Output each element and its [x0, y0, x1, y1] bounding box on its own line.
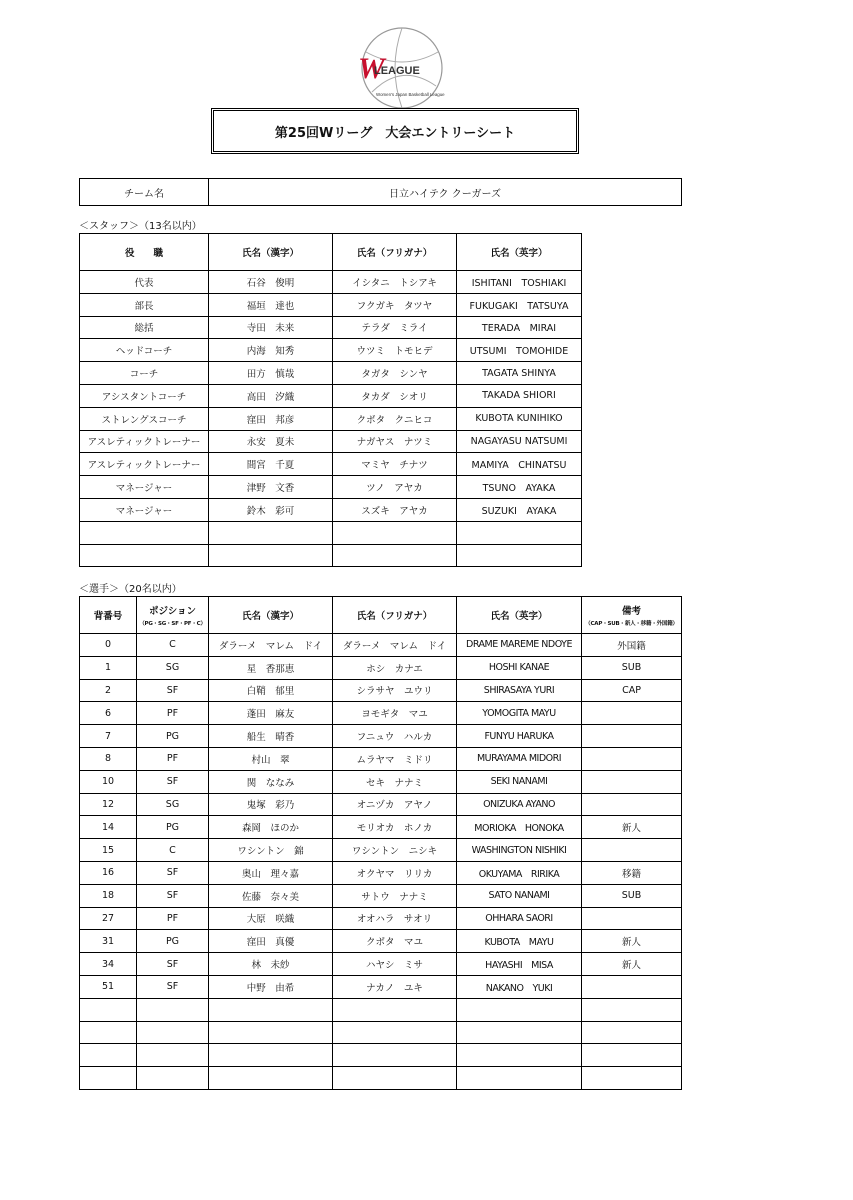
player-row	[80, 747, 682, 770]
player-cell-note	[582, 770, 682, 793]
staff-row	[80, 362, 582, 385]
player-cell-kana: セキ ナナミ	[333, 770, 457, 793]
player-header-number: 背番号	[80, 597, 137, 634]
staff-cell-kana: ウツミ トモヒデ	[333, 339, 457, 362]
staff-row	[80, 521, 582, 544]
player-cell-number: 6	[80, 702, 137, 725]
player-row	[80, 702, 682, 725]
staff-cell-role: 部長	[80, 293, 209, 316]
staff-cell-kana: スズキ アヤカ	[333, 498, 457, 521]
staff-cell-roman: TERADA MIRAI	[457, 316, 582, 339]
player-table	[79, 596, 682, 1090]
player-cell-kana	[333, 1067, 457, 1090]
staff-cell-kanji: 鈴木 彩可	[209, 498, 333, 521]
player-cell-kanji	[209, 1021, 333, 1044]
staff-row	[80, 544, 582, 567]
player-cell-kanji: 蓬田 麻友	[209, 702, 333, 725]
player-cell-note: 移籍	[582, 861, 682, 884]
staff-cell-role: マネージャー	[80, 476, 209, 499]
player-cell-kana: オクヤマ リリカ	[333, 861, 457, 884]
staff-table	[79, 233, 582, 567]
staff-cell-kanji: 寺田 未来	[209, 316, 333, 339]
player-header-roman: 氏名（英字）	[457, 597, 582, 634]
player-cell-note: 新人	[582, 816, 682, 839]
staff-row	[80, 339, 582, 362]
player-cell-roman: HOSHI KANAE	[457, 656, 582, 679]
staff-cell-role: アスレティックトレーナー	[80, 453, 209, 476]
player-cell-position: PG	[137, 725, 209, 748]
staff-row	[80, 384, 582, 407]
player-cell-kanji: ダラーメ マレム ドイ	[209, 634, 333, 657]
player-cell-roman: FUNYU HARUKA	[457, 725, 582, 748]
staff-cell-role: 総括	[80, 316, 209, 339]
player-cell-roman: ONIZUKA AYANO	[457, 793, 582, 816]
staff-cell-kana	[333, 521, 457, 544]
staff-cell-roman: TAKADA SHIORI	[457, 384, 582, 407]
player-cell-kana: ダラーメ マレム ドイ	[333, 634, 457, 657]
player-cell-number: 51	[80, 975, 137, 998]
player-cell-number: 34	[80, 953, 137, 976]
wleague-logo	[352, 22, 448, 118]
player-cell-kanji: 中野 由希	[209, 975, 333, 998]
player-row	[80, 679, 682, 702]
staff-header-row	[80, 234, 582, 271]
player-cell-roman	[457, 1021, 582, 1044]
staff-header-roman: 氏名（英字）	[457, 234, 582, 271]
player-cell-note: 新人	[582, 930, 682, 953]
logo-wordmark: LEAGUE	[374, 65, 420, 77]
player-cell-number: 7	[80, 725, 137, 748]
staff-row	[80, 271, 582, 294]
staff-cell-kanji	[209, 544, 333, 567]
player-cell-kanji: 奥山 理々嘉	[209, 861, 333, 884]
player-cell-kanji	[209, 1067, 333, 1090]
player-cell-roman	[457, 998, 582, 1021]
staff-cell-roman	[457, 544, 582, 567]
player-cell-roman: OKUYAMA RIRIKA	[457, 861, 582, 884]
player-cell-number	[80, 1021, 137, 1044]
staff-cell-kanji: 高田 汐織	[209, 384, 333, 407]
player-row	[80, 998, 682, 1021]
player-cell-position: SF	[137, 770, 209, 793]
staff-cell-kanji: 福垣 達也	[209, 293, 333, 316]
player-cell-number: 18	[80, 884, 137, 907]
staff-cell-role: アシスタントコーチ	[80, 384, 209, 407]
player-cell-position: SG	[137, 656, 209, 679]
player-cell-note	[582, 1044, 682, 1067]
player-cell-kana	[333, 1044, 457, 1067]
player-header-note-label: 備考	[621, 606, 641, 617]
staff-cell-kana: イシタニ トシアキ	[333, 271, 457, 294]
player-row	[80, 953, 682, 976]
player-row	[80, 816, 682, 839]
player-row	[80, 634, 682, 657]
staff-cell-kanji	[209, 521, 333, 544]
player-header-kana: 氏名（フリガナ）	[333, 597, 457, 634]
player-row	[80, 1021, 682, 1044]
player-row	[80, 930, 682, 953]
player-cell-position: SF	[137, 953, 209, 976]
staff-cell-kana	[333, 544, 457, 567]
player-cell-kanji: 白鞘 郁里	[209, 679, 333, 702]
team-table	[79, 178, 682, 206]
staff-cell-kanji: 間宮 千夏	[209, 453, 333, 476]
staff-cell-roman: ISHITANI TOSHIAKI	[457, 271, 582, 294]
staff-cell-kanji: 石谷 俊明	[209, 271, 333, 294]
player-cell-kana: オオハラ サオリ	[333, 907, 457, 930]
player-cell-kanji: 星 香那恵	[209, 656, 333, 679]
staff-cell-kanji: 窪田 邦彦	[209, 407, 333, 430]
player-cell-kanji	[209, 998, 333, 1021]
player-cell-position: SF	[137, 975, 209, 998]
player-cell-roman: SHIRASAYA YURI	[457, 679, 582, 702]
player-cell-note	[582, 793, 682, 816]
staff-header-kana: 氏名（フリガナ）	[333, 234, 457, 271]
player-cell-number: 8	[80, 747, 137, 770]
player-cell-position: SF	[137, 884, 209, 907]
player-cell-position	[137, 1067, 209, 1090]
player-cell-kana: オニヅカ アヤノ	[333, 793, 457, 816]
player-cell-kanji: 船生 晴香	[209, 725, 333, 748]
player-header-note	[582, 597, 682, 634]
player-cell-number: 31	[80, 930, 137, 953]
player-header-row	[80, 597, 682, 634]
player-cell-position: SG	[137, 793, 209, 816]
logo-arc-text: Women's Japan Basketball League	[376, 92, 445, 97]
player-cell-note	[582, 998, 682, 1021]
player-cell-roman: NAKANO YUKI	[457, 975, 582, 998]
player-cell-number: 14	[80, 816, 137, 839]
player-cell-number: 2	[80, 679, 137, 702]
player-cell-note: 外国籍	[582, 634, 682, 657]
player-cell-kana: シラサヤ ユウリ	[333, 679, 457, 702]
staff-cell-role: コーチ	[80, 362, 209, 385]
player-cell-roman: YOMOGITA MAYU	[457, 702, 582, 725]
player-cell-number: 0	[80, 634, 137, 657]
player-cell-note	[582, 725, 682, 748]
staff-section-label: ＜スタッフ＞（13名以内）	[79, 221, 202, 232]
player-cell-number	[80, 1067, 137, 1090]
player-row	[80, 839, 682, 862]
player-cell-kana: ヨモギタ マユ	[333, 702, 457, 725]
player-cell-note: SUB	[582, 656, 682, 679]
player-cell-number: 15	[80, 839, 137, 862]
player-cell-roman: OHHARA SAORI	[457, 907, 582, 930]
player-cell-kanji: 鬼塚 彩乃	[209, 793, 333, 816]
logo-w-letter: W	[358, 52, 385, 85]
player-cell-position: SF	[137, 679, 209, 702]
staff-cell-roman: KUBOTA KUNIHIKO	[457, 407, 582, 430]
player-cell-kanji: 林 未紗	[209, 953, 333, 976]
staff-cell-kana: マミヤ チナツ	[333, 453, 457, 476]
team-value: 日立ハイテク クーガーズ	[209, 179, 682, 206]
player-cell-position: SF	[137, 861, 209, 884]
player-cell-kana: モリオカ ホノカ	[333, 816, 457, 839]
staff-cell-roman	[457, 521, 582, 544]
player-cell-roman: DRAME MAREME NDOYE	[457, 634, 582, 657]
team-label: チーム名	[80, 179, 209, 206]
player-cell-position: PF	[137, 702, 209, 725]
player-cell-kana: ワシントン ニシキ	[333, 839, 457, 862]
player-cell-number: 16	[80, 861, 137, 884]
player-cell-kanji: 大原 咲織	[209, 907, 333, 930]
staff-cell-kanji: 内海 知秀	[209, 339, 333, 362]
player-cell-roman: KUBOTA MAYU	[457, 930, 582, 953]
player-row	[80, 884, 682, 907]
player-cell-kanji	[209, 1044, 333, 1067]
player-cell-kanji: 村山 翠	[209, 747, 333, 770]
player-cell-roman: SATO NANAMI	[457, 884, 582, 907]
player-cell-roman: HAYASHI MISA	[457, 953, 582, 976]
player-cell-position	[137, 1044, 209, 1067]
player-cell-roman	[457, 1067, 582, 1090]
staff-cell-role	[80, 521, 209, 544]
player-row	[80, 1067, 682, 1090]
player-cell-number: 1	[80, 656, 137, 679]
player-cell-number: 12	[80, 793, 137, 816]
player-cell-kana	[333, 998, 457, 1021]
staff-cell-kana: ナガヤス ナツミ	[333, 430, 457, 453]
player-cell-roman: MORIOKA HONOKA	[457, 816, 582, 839]
player-row	[80, 1044, 682, 1067]
staff-cell-role: マネージャー	[80, 498, 209, 521]
player-header-note-sub: （CAP・SUB・新人・移籍・外国籍）	[585, 621, 678, 627]
player-row	[80, 861, 682, 884]
player-cell-note	[582, 907, 682, 930]
player-cell-kana: クボタ マユ	[333, 930, 457, 953]
staff-cell-kanji: 田方 慎哉	[209, 362, 333, 385]
player-cell-kanji: 関 ななみ	[209, 770, 333, 793]
staff-row	[80, 453, 582, 476]
player-cell-kana: ナカノ ユキ	[333, 975, 457, 998]
player-cell-position: PG	[137, 930, 209, 953]
player-cell-note	[582, 702, 682, 725]
staff-row	[80, 407, 582, 430]
staff-cell-kana: テラダ ミライ	[333, 316, 457, 339]
player-cell-note	[582, 975, 682, 998]
player-cell-roman: MURAYAMA MIDORI	[457, 747, 582, 770]
player-cell-number	[80, 1044, 137, 1067]
player-cell-roman: WASHINGTON NISHIKI	[457, 839, 582, 862]
staff-cell-role: ヘッドコーチ	[80, 339, 209, 362]
player-header-position	[137, 597, 209, 634]
player-cell-position: PF	[137, 907, 209, 930]
player-cell-note	[582, 839, 682, 862]
player-cell-roman: SEKI NANAMI	[457, 770, 582, 793]
player-cell-kana: サトウ ナナミ	[333, 884, 457, 907]
staff-cell-role	[80, 544, 209, 567]
player-row	[80, 725, 682, 748]
staff-row	[80, 498, 582, 521]
player-cell-number	[80, 998, 137, 1021]
player-cell-note: CAP	[582, 679, 682, 702]
staff-row	[80, 476, 582, 499]
player-cell-note: SUB	[582, 884, 682, 907]
staff-cell-kana: タガタ シンヤ	[333, 362, 457, 385]
player-cell-position: PF	[137, 747, 209, 770]
staff-cell-roman: FUKUGAKI TATSUYA	[457, 293, 582, 316]
player-cell-number: 27	[80, 907, 137, 930]
staff-cell-kana: ツノ アヤカ	[333, 476, 457, 499]
title-text: 第25回Wリーグ 大会エントリーシート	[274, 125, 516, 141]
player-cell-note: 新人	[582, 953, 682, 976]
player-cell-kanji: 佐藤 奈々美	[209, 884, 333, 907]
player-cell-note	[582, 1067, 682, 1090]
staff-cell-kanji: 津野 文香	[209, 476, 333, 499]
player-cell-note	[582, 1021, 682, 1044]
player-cell-number: 10	[80, 770, 137, 793]
player-cell-kanji: ワシントン 錦	[209, 839, 333, 862]
staff-header-kanji: 氏名（漢字）	[209, 234, 333, 271]
staff-cell-role: 代表	[80, 271, 209, 294]
player-cell-kana: ムラヤマ ミドリ	[333, 747, 457, 770]
staff-cell-roman: TSUNO AYAKA	[457, 476, 582, 499]
staff-cell-role: ストレングスコーチ	[80, 407, 209, 430]
player-section-label: ＜選手＞（20名以内）	[79, 584, 182, 595]
player-cell-kanji: 森岡 ほのか	[209, 816, 333, 839]
player-cell-position: C	[137, 634, 209, 657]
staff-row	[80, 316, 582, 339]
player-row	[80, 770, 682, 793]
player-cell-kana: ホシ カナエ	[333, 656, 457, 679]
staff-cell-roman: SUZUKI AYAKA	[457, 498, 582, 521]
staff-cell-role: アスレティックトレーナー	[80, 430, 209, 453]
staff-cell-roman: MAMIYA CHINATSU	[457, 453, 582, 476]
player-header-position-label: ポジション	[148, 606, 197, 617]
player-cell-kana	[333, 1021, 457, 1044]
player-cell-position	[137, 1021, 209, 1044]
staff-row	[80, 430, 582, 453]
staff-cell-kana: フクガキ タツヤ	[333, 293, 457, 316]
player-cell-note	[582, 747, 682, 770]
staff-header-role: 役 職	[80, 234, 209, 271]
player-cell-kana: フニュウ ハルカ	[333, 725, 457, 748]
player-header-kanji: 氏名（漢字）	[209, 597, 333, 634]
staff-cell-kanji: 永安 夏未	[209, 430, 333, 453]
staff-cell-roman: NAGAYASU NATSUMI	[457, 430, 582, 453]
player-header-position-sub: （PG・SG・SF・PF・C）	[139, 621, 206, 627]
player-cell-position: C	[137, 839, 209, 862]
player-cell-roman	[457, 1044, 582, 1067]
basketball-logo-icon	[352, 22, 448, 118]
staff-cell-roman: UTSUMI TOMOHIDE	[457, 339, 582, 362]
player-row	[80, 975, 682, 998]
document-title	[211, 108, 579, 154]
player-cell-kanji: 窪田 真優	[209, 930, 333, 953]
player-row	[80, 656, 682, 679]
staff-cell-kana: クボタ クニヒコ	[333, 407, 457, 430]
staff-cell-kana: タカダ シオリ	[333, 384, 457, 407]
staff-cell-roman: TAGATA SHINYA	[457, 362, 582, 385]
player-row	[80, 907, 682, 930]
player-cell-position: PG	[137, 816, 209, 839]
player-cell-position	[137, 998, 209, 1021]
staff-row	[80, 293, 582, 316]
player-cell-kana: ハヤシ ミサ	[333, 953, 457, 976]
player-row	[80, 793, 682, 816]
